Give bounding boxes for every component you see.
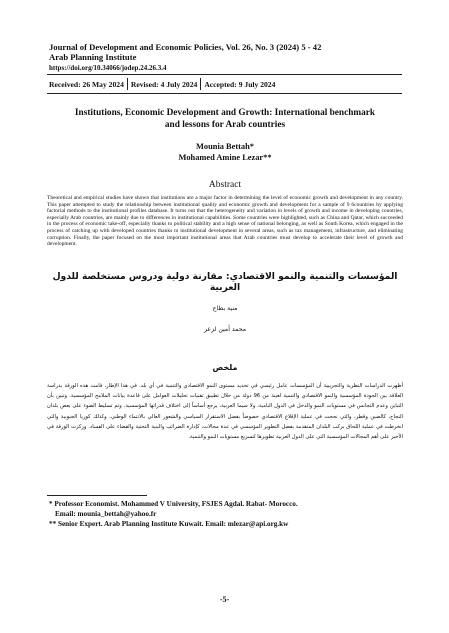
paper-title-line1: Institutions, Economic Development and Growth: International benchmark bbox=[74, 108, 376, 118]
header-rule-top bbox=[47, 74, 402, 75]
journal-citation: Journal of Development and Economic Policies, Vol. 26, No. 3 (2024) 5 - 42 bbox=[49, 42, 322, 52]
revised-date: Revised: 4 July 2024 bbox=[130, 80, 198, 89]
arabic-abstract-text: أظهرت الدراسات النظرية والتجريبية أن المؤسسات عامل رئيسي في تحديد مستوى النمو الاقتصادي والتنمية في أي بلد. في هذا الإطار، قامت هذه الورقة بدراسة العلاقة بين الجودة المؤسسية والنمو الاقتصادي والتنمية لعينة من 96 دولة من خلال تطبيق تقنيات تحليلات العوامل على قاعدة بيانات الملامح المؤسسية. وتبين بأن التباين وعدم التجانس في مستويات النمو والدخل في الدول النامية، ولا سيما العربية، يرجع أساساً إلى اختلاف قدراتها المؤسسية. وتم تسليط الضوء على بعض بلدان النجاح، كالصين وقطر، والتي نجحت في عملية الإقلاع الاقتصادي خصوصاً بفضل الاستقرار السياسي والشعور العالي بالانتماء الوطني، وكذلك كوريا الجنوبية والتي انخرطت في عملية اللحاق بركب البلدان المتقدمة بفضل التطوير المؤسسي في عدة مجالات، كإدارة الضرائب والبنية التحتية والقضاء على الفساد. وركزت الورقة في الأخير على أهم المجالات المؤسسية التي على الدول العربية تطويرها لتسريع مستويات النمو والتنمية. bbox=[47, 383, 404, 441]
accepted-date: Accepted: 9 July 2024 bbox=[204, 80, 276, 89]
arabic-author-first: منية بطاح bbox=[212, 305, 238, 312]
abstract-heading: Abstract bbox=[208, 180, 242, 190]
paper-title-line2: and lessons for Arab countries bbox=[164, 119, 286, 130]
received-date: Received: 26 May 2024 bbox=[49, 80, 124, 89]
footnote-first-email[interactable]: Email: mounia_bettah@yahoo.fr bbox=[55, 510, 157, 518]
abstract-text: Theoretical and empirical studies have shown that institutions are a major factor in determining the level of economic growth and development in any country. This paper attempted to study the relationship between institutional quality and economic growth and development for a sample of 9 6countries by applying factorial methods to the institutional profiles database. It turns out that the heterogeneity and variation in levels of growth and income in developing countries, especially Arab countries, are mainly due to differences in institutional capabilities. Some countries were highlighted, such as China and Qatar, which succeeded in the process of economic take-off, especially thanks to political stability and a high sense of national belonging, as well as South Korea, which engaged in the process of catching up with developed countries thanks to institutional development in several areas, such as tax management, infrastructure, and eliminating corruption. Finally, the paper focused on the most important institutional areas that Arab countries must develop to accelerate their level of growth and development. bbox=[47, 195, 403, 248]
author-second: Mohamed Amine Lezar** bbox=[178, 153, 272, 162]
paper-title bbox=[40, 108, 410, 131]
footnote-rule bbox=[47, 495, 147, 496]
date-separator bbox=[200, 78, 201, 90]
dates-row bbox=[49, 80, 275, 90]
footnote-second-author: ** Senior Expert. Arab Planning Institute Kuwait. Email: mlezar@api.org.kw bbox=[49, 520, 289, 528]
arabic-author-second: محمد أمين لزعر bbox=[203, 326, 247, 333]
footnote-first-author: * Professor Economist. Mohammed V University, FSJES Agdal. Rabat- Morocco. bbox=[49, 500, 298, 508]
page-number: -5- bbox=[219, 595, 230, 604]
publisher-name: Arab Planning Institute bbox=[49, 52, 137, 62]
author-first: Mounia Bettah* bbox=[196, 142, 254, 151]
date-separator bbox=[127, 78, 128, 90]
arabic-title: المؤسسات والتنمية والنمو الاقتصادي: مقارنة دولية ودروس مستخلصة للدول العربية bbox=[52, 271, 398, 293]
arabic-abstract-heading: ملخص bbox=[212, 363, 238, 372]
header-rule-bottom bbox=[47, 93, 402, 94]
doi-link[interactable]: https://doi.org/10.34066/jodep.24.26.3.4 bbox=[49, 64, 167, 72]
